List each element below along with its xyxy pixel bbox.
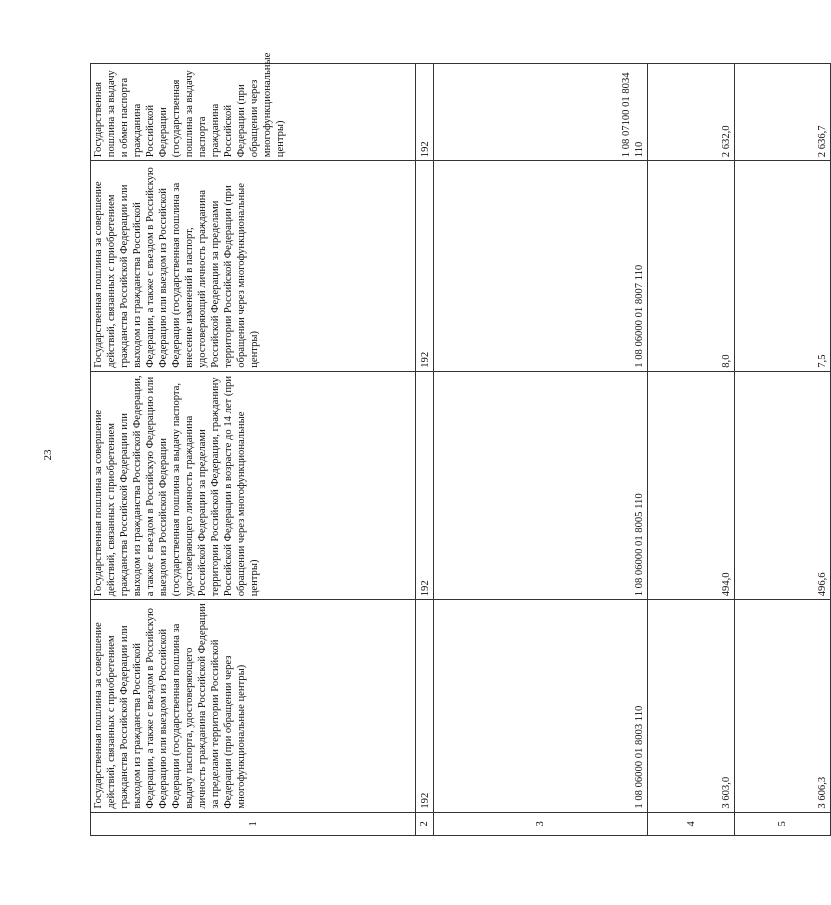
- table-row: [648, 64, 735, 836]
- table-cell-code: 1 08 07100 01 8034 110: [434, 64, 648, 161]
- table-cell-value4: 3 603,0: [648, 600, 735, 812]
- table-row: [434, 64, 648, 836]
- table-row: [735, 64, 831, 836]
- table-cell-admin: 192: [416, 600, 434, 812]
- table-cell-admin: 192: [416, 161, 434, 372]
- table-cell-code: 1 08 06000 01 8005 110: [434, 371, 648, 600]
- header-cell: 5: [735, 812, 831, 835]
- table-cell-description: Государственная пошлина за выдачу и обмен паспорта гражданина Российской Федерации (государственная пошлина за выдачу паспорта гражданина Российской Федерации (при обращении через многофункциональные центры): [91, 64, 416, 161]
- table-cell-admin: 192: [416, 371, 434, 600]
- table-row: [91, 64, 416, 836]
- table-cell-description: Государственная пошлина за совершение действий, связанных с приобретением гражданства Российской Федерации или выходом из гражданства Российской Федерации, а также с въездом в Российскую Федерацию или выездом из Российской Федерации (государственная пошлина за внесение изменений в паспорт, удостоверяющий личность гражданина Российской Федерации за пределами территории Российской Федерации (при обращении через многофункциональные центры): [91, 161, 416, 372]
- table-cell-value4: 2 632,0: [648, 64, 735, 161]
- table-cell-code: 1 08 06000 01 8007 110: [434, 161, 648, 372]
- table-cell-code: 1 08 06000 01 8003 110: [434, 600, 648, 812]
- header-cell: 2: [416, 812, 434, 835]
- table-cell-value5: 2 636,7: [735, 64, 831, 161]
- header-cell: 1: [91, 812, 416, 835]
- table-cell-value5: 3 606,3: [735, 600, 831, 812]
- rotated-table-container: [90, 52, 828, 836]
- table-cell-description: Государственная пошлина за совершение действий, связанных с приобретением гражданства Российской Федерации или выходом из гражданства Российской Федерации, а также с въездом в Российскую Федерацию или выездом из Российской Федерации (государственная пошлина за выдачу паспорта, удостоверяющего личность гражданина Российской Федерации за пределами территории Российской Федерации (при обращении через многофункциональные центры): [91, 600, 416, 812]
- table-cell-value4: 8,0: [648, 161, 735, 372]
- budget-table: [90, 52, 831, 836]
- table-cell-value5: 496,6: [735, 371, 831, 600]
- table-cell-value5: 7,5: [735, 161, 831, 372]
- table-row: [416, 64, 434, 836]
- table-cell-value4: 494,0: [648, 371, 735, 600]
- table-cell-description: Государственная пошлина за совершение действий, связанных с приобретением гражданства Российской Федерации или выходом из гражданства Российской Федерации, а также с въездом в Российскую Федерацию или выездом из Российской Федерации (государственная пошлина за выдачу паспорта, удостоверяющего личность гражданина Российской Федерации за пределами территории Российской Федерации, гражданину Российской Федерации в возрасте до 14 лет (при обращении через многофункциональные центры): [91, 371, 416, 600]
- page-number: 23: [42, 449, 54, 461]
- header-cell: 4: [648, 812, 735, 835]
- table-cell-admin: 192: [416, 64, 434, 161]
- header-cell: 3: [434, 812, 648, 835]
